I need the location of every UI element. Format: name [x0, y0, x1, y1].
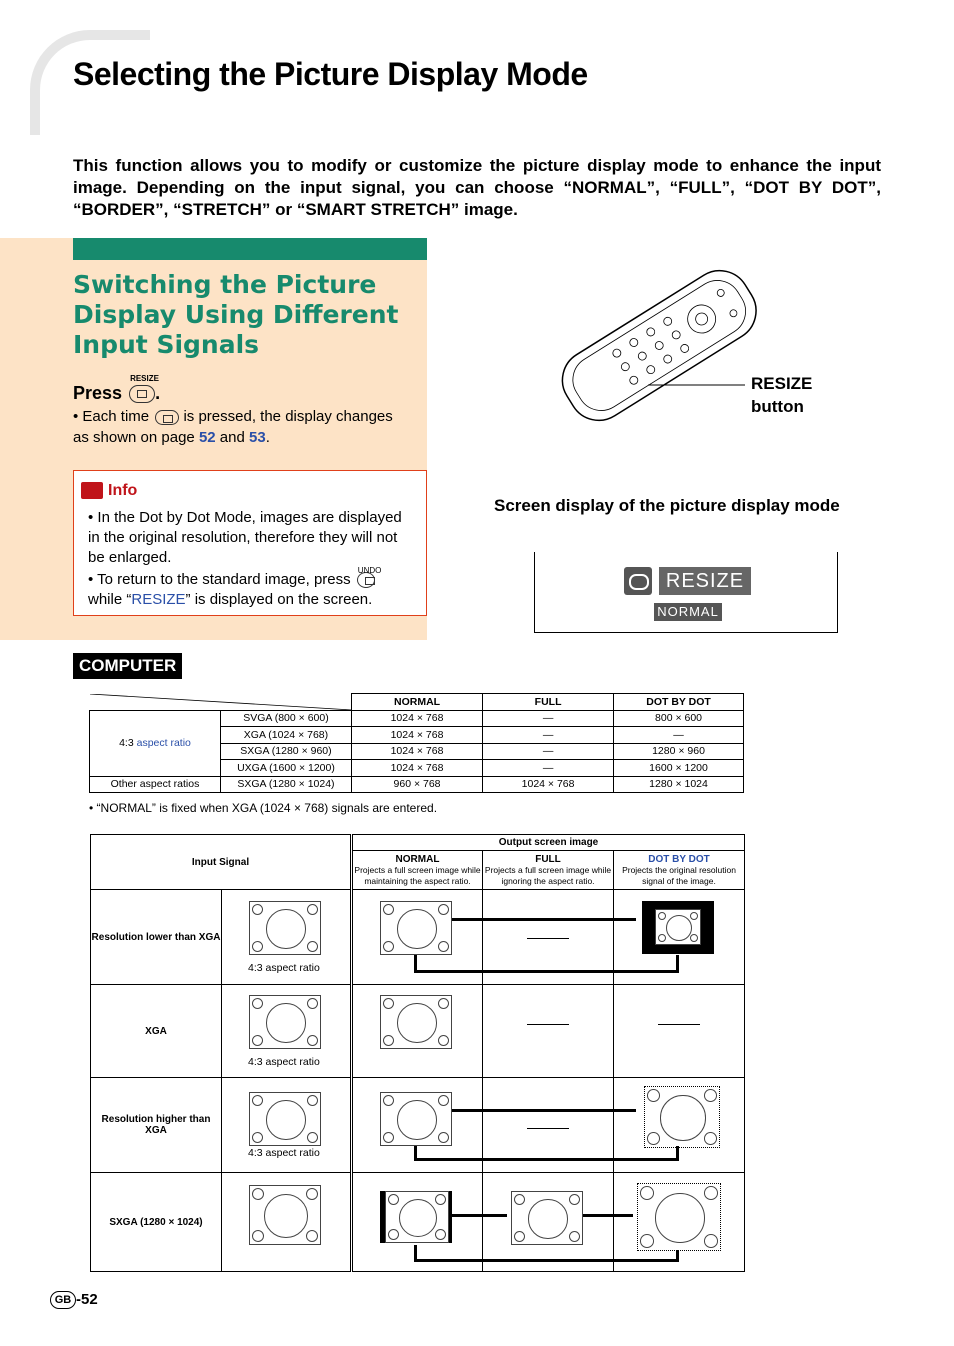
arrow-return-sxga — [414, 1259, 679, 1262]
corner-circle — [704, 1089, 717, 1102]
input-screen-higher — [249, 1092, 321, 1146]
corner-circle — [438, 1132, 449, 1143]
header-full: FULL — [483, 694, 614, 711]
corner-circle — [438, 1095, 449, 1106]
screen-circle — [266, 909, 305, 948]
resize-key-icon-small — [155, 410, 179, 425]
resize-key-icon — [129, 374, 159, 403]
corner-circle — [640, 1186, 654, 1200]
table-cell: 1024 × 768 — [483, 776, 614, 793]
corner-circle — [252, 941, 263, 952]
screen-circle — [655, 1193, 705, 1243]
corner-circle — [704, 1186, 718, 1200]
computer-resolution-table — [89, 693, 744, 793]
remote-control-icon — [530, 255, 780, 480]
screen-circle — [266, 1100, 305, 1139]
computer-badge: COMPUTER — [73, 653, 182, 679]
osd-resize-text: RESIZE — [659, 567, 751, 595]
header-dot-by-dot: DOT BY DOT — [614, 694, 744, 711]
corner-circle — [438, 941, 449, 952]
corner-circle — [307, 1132, 318, 1143]
output-screen-header: Output screen image — [352, 835, 745, 851]
period: . — [265, 429, 270, 446]
corner-circle — [438, 1035, 449, 1046]
corner-circle — [658, 934, 666, 942]
screen-circle — [660, 1095, 705, 1140]
info-item-1: • In the Dot by Dot Mode, images are displayed in the original resolution, therefore they will not be enlarged. — [88, 509, 402, 566]
info-heading — [81, 482, 137, 500]
corner-circle — [252, 904, 263, 915]
table-cell: SXGA (1280 × 1024) — [220, 776, 351, 793]
arrow-return-higher — [414, 1158, 679, 1161]
intro-paragraph: This function allows you to modify or customize the picture display mode to enhance the input image. Depending on the input signal, you can choose “NORMAL”, “FULL”, “DOT BY DOT”, “BORDER”, “STRETCH” or “SMART STRETCH” image. — [73, 156, 881, 219]
arrow-full-to-dot — [583, 1214, 633, 1217]
table-cell: — — [483, 727, 614, 744]
corner-circle — [383, 904, 394, 915]
col-dot-desc: Projects the original resolution signal of the image. — [622, 864, 736, 886]
group-4-3-prefix: 4:3 — [119, 737, 137, 749]
corner-circle — [252, 1188, 264, 1200]
col-normal — [352, 851, 483, 890]
and-text: and — [219, 429, 245, 446]
table-cell: SXGA (1280 × 960) — [220, 743, 351, 760]
corner-circle — [704, 1234, 718, 1248]
corner-circle — [704, 1132, 717, 1145]
dot-screen-lower — [655, 909, 701, 945]
table-cell: 1600 × 1200 — [614, 760, 744, 777]
header-normal: NORMAL — [351, 694, 482, 711]
col-normal-desc: Projects a full screen image while maintaining the aspect ratio. — [354, 864, 481, 886]
screen-circle — [397, 1003, 436, 1042]
input-screen-sxga — [249, 1185, 321, 1245]
normal-fixed-note: • “NORMAL” is fixed when XGA (1024 × 768) signals are entered. — [89, 801, 438, 815]
full-na-dash — [527, 938, 569, 939]
corner-circle — [383, 1095, 394, 1106]
page-ref-53[interactable]: 53 — [249, 429, 266, 446]
table-cell: SVGA (800 × 600) — [220, 710, 351, 727]
corner-circle — [569, 1194, 580, 1205]
table-cell: 1280 × 1024 — [614, 776, 744, 793]
corner-circle — [252, 1230, 264, 1242]
full-na-dash-higher — [527, 1128, 569, 1129]
cell — [483, 985, 614, 1078]
section-green-bar — [73, 238, 427, 260]
info-list — [88, 508, 406, 610]
table-cell: 1024 × 768 — [351, 743, 482, 760]
info-item-2 — [88, 566, 406, 610]
table-cell: — — [483, 743, 614, 760]
corner-circle — [252, 998, 263, 1009]
arrow-normal-to-dot — [452, 918, 636, 921]
screen-circle — [666, 915, 692, 941]
region-badge: GB — [50, 1291, 76, 1309]
normal-screen-sxga — [385, 1191, 449, 1243]
col-full — [483, 851, 614, 890]
dot-screen-higher — [644, 1086, 720, 1148]
screen-circle — [397, 909, 436, 948]
corner-circle — [435, 1194, 446, 1205]
table-cell: — — [614, 727, 744, 744]
table-cell: 1024 × 768 — [351, 710, 482, 727]
ratio-label-1: 4:3 aspect ratio — [248, 962, 320, 974]
group-other: Other aspect ratios — [90, 776, 221, 793]
corner-circle — [690, 912, 698, 920]
table-cell: 1280 × 960 — [614, 743, 744, 760]
book-icon — [81, 482, 103, 499]
normal-screen-xga — [380, 995, 452, 1049]
corner-circle — [307, 998, 318, 1009]
col-dot-by-dot — [614, 851, 745, 890]
row-label-sxga: SXGA (1280 × 1024) — [91, 1173, 222, 1272]
corner-circle — [306, 1188, 318, 1200]
ratio-label-2: 4:3 aspect ratio — [248, 1056, 320, 1068]
corner-circle — [383, 998, 394, 1009]
each-time-note — [73, 406, 405, 448]
col-normal-name: NORMAL — [395, 853, 440, 865]
table-cell: — — [483, 760, 614, 777]
screen-circle — [528, 1199, 567, 1238]
col-full-name: FULL — [535, 853, 561, 865]
table-cell: UXGA (1600 × 1200) — [220, 760, 351, 777]
each-suffix: is pressed, the display changes as shown on page — [73, 408, 393, 446]
info-resize-link[interactable]: RESIZE — [131, 591, 186, 608]
resize-button-callout: RESIZE button — [751, 374, 813, 416]
table-cell: 960 × 768 — [351, 776, 482, 793]
info-item-2-prefix: • To return to the standard image, press — [88, 571, 351, 588]
corner-circle — [690, 934, 698, 942]
resize-key-label: RESIZE — [130, 374, 159, 384]
arrow-normal-to-full — [452, 1214, 507, 1217]
corner-circle — [307, 941, 318, 952]
corner-circle — [252, 1132, 263, 1143]
normal-screen-lower — [380, 901, 452, 955]
page-ref-52[interactable]: 52 — [198, 429, 216, 446]
corner-circle — [383, 1035, 394, 1046]
row-label-lower: Resolution lower than XGA — [91, 890, 222, 985]
table-corner — [90, 694, 352, 711]
table-cell: — — [483, 710, 614, 727]
osd-normal-text: NORMAL — [654, 603, 722, 621]
screen-circle — [266, 1003, 305, 1042]
screen-circle — [264, 1194, 308, 1238]
corner-circle — [307, 904, 318, 915]
arrow-return — [414, 970, 679, 973]
normal-screen-higher — [380, 1092, 452, 1146]
corner-circle — [647, 1132, 660, 1145]
corner-circle — [307, 1035, 318, 1046]
undo-key-icon — [357, 566, 382, 588]
dot-screen-sxga — [637, 1183, 721, 1251]
info-item-2-mid: while “ — [88, 591, 132, 608]
corner-circle — [514, 1194, 525, 1205]
corner-circle — [640, 1234, 654, 1248]
full-na-dash-xga — [527, 1024, 569, 1025]
corner-circle — [438, 998, 449, 1009]
corner-circle — [658, 912, 666, 920]
page-number-text: -52 — [76, 1291, 98, 1308]
osd-caption: Screen display of the picture display mode — [494, 496, 840, 515]
press-label: Press — [73, 383, 123, 403]
undo-key-label: UNDO — [357, 566, 382, 576]
corner-circle — [383, 941, 394, 952]
ratio-label-3: 4:3 aspect ratio — [248, 1147, 320, 1159]
each-prefix: • Each time — [73, 408, 150, 425]
table-cell: 1024 × 768 — [351, 760, 482, 777]
corner-circle — [388, 1229, 399, 1240]
corner-circle — [252, 1095, 263, 1106]
screen-circle — [399, 1199, 437, 1237]
arrow-up-normal-sxga — [414, 1245, 417, 1262]
row-label-xga: XGA — [91, 985, 222, 1078]
input-screen-lower — [249, 901, 321, 955]
corner-circle — [383, 1132, 394, 1143]
corner-circle — [435, 1229, 446, 1240]
osd-resize-icon — [624, 567, 652, 595]
screen-circle — [397, 1100, 436, 1139]
corner-circle — [514, 1231, 525, 1242]
arrow-up-normal — [414, 955, 417, 973]
corner-circle — [388, 1194, 399, 1205]
cell — [614, 985, 745, 1078]
corner-circle — [438, 904, 449, 915]
table-cell: 800 × 600 — [614, 710, 744, 727]
page-title: Selecting the Picture Display Mode — [73, 56, 588, 92]
info-item-2-suffix: ” is displayed on the screen. — [185, 591, 373, 608]
arrow-up-normal-higher — [414, 1146, 417, 1161]
group-4-3 — [90, 710, 221, 776]
dot-na-dash-xga — [658, 1024, 700, 1025]
info-heading-text: Info — [108, 482, 138, 499]
corner-circle — [647, 1089, 660, 1102]
full-screen-sxga — [511, 1191, 583, 1245]
corner-circle — [569, 1231, 580, 1242]
col-dot-name: DOT BY DOT — [648, 853, 710, 865]
corner-circle — [252, 1035, 263, 1046]
input-signal-header: Input Signal — [91, 835, 352, 890]
corner-circle — [306, 1230, 318, 1242]
arrow-normal-to-dot-higher — [452, 1109, 636, 1112]
aspect-ratio-link[interactable]: aspect ratio — [136, 737, 191, 749]
table-cell: 1024 × 768 — [351, 727, 482, 744]
section-title: Switching the Picture Display Using Different Input Signals — [73, 270, 399, 359]
table-cell: XGA (1024 × 768) — [220, 727, 351, 744]
col-full-desc: Projects a full screen image while ignoring the aspect ratio. — [484, 864, 612, 886]
page-number — [50, 1291, 98, 1309]
corner-circle — [307, 1095, 318, 1106]
row-label-higher: Resolution higher than XGA — [91, 1078, 222, 1173]
press-instruction: Press RESIZE . — [73, 374, 161, 403]
input-screen-xga — [249, 995, 321, 1049]
